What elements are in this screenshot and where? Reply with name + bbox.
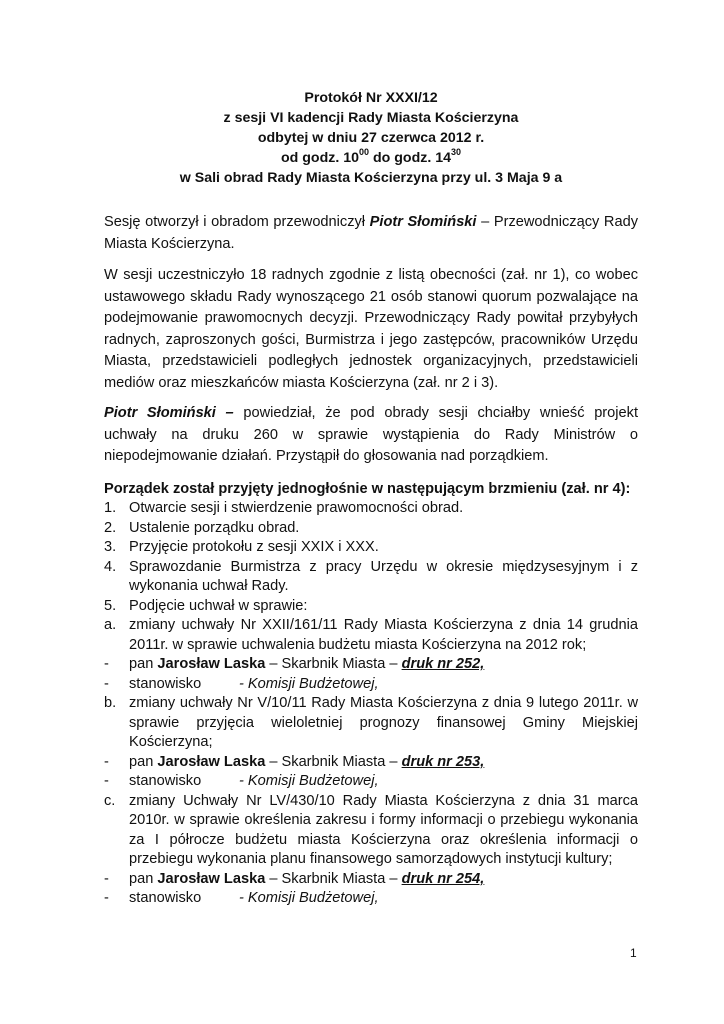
opinion-line bbox=[104, 675, 638, 695]
presenter-line bbox=[104, 655, 638, 675]
list-item-text: Otwarcie sesji i stwierdzenie prawomocności obrad. bbox=[129, 500, 464, 517]
list-item bbox=[104, 597, 638, 617]
protocol-header bbox=[104, 88, 638, 188]
header-time-start: od godz. 10 bbox=[280, 150, 359, 166]
druk-link: druk nr 253, bbox=[401, 753, 485, 770]
opinion-line bbox=[104, 889, 638, 909]
list-item-text: Podjęcie uchwał w sprawie: bbox=[129, 597, 308, 614]
opening-text: Sesję otworzył i obradom przewodniczył bbox=[104, 214, 370, 230]
list-item-text: zmiany uchwały Nr V/10/11 Rady Miasta Kościerzyna z dnia 9 lutego 2011r. w sprawie przyjęcia wieloletniej prognozy finansowej Gminy Miejskiej Kościerzyna; bbox=[129, 695, 638, 751]
list-item-text: zmiany uchwały Nr XXII/161/11 Rady Miasta Kościerzyna z dnia 14 grudnia 2011r. w sprawie uchwalenia budżetu miasta Kościerzyna na 2012 rok; bbox=[129, 617, 638, 653]
agenda-change-text: powiedział, że pod obrady sesji chciałby wnieść projekt uchwały na druku 260 w sprawie wystąpienia do Rady Ministrów o niepodejmowanie działań. Przystąpił do głosowania nad porządkiem. bbox=[104, 405, 638, 464]
list-marker: c. bbox=[104, 792, 116, 809]
document-page bbox=[104, 88, 638, 909]
header-time-end: do godz. 14 bbox=[369, 150, 451, 166]
presenter-role: – Skarbnik Miasta – bbox=[265, 753, 402, 770]
list-item-text: Ustalenie porządku obrad. bbox=[129, 519, 300, 536]
opening-text-end: – Przewodniczący Rady Miasta Kościerzyna. bbox=[104, 214, 638, 252]
presenter-name: Jarosław Laska bbox=[157, 656, 266, 673]
committee-name: - Komisji Budżetowej, bbox=[239, 675, 379, 692]
presenter-prefix: pan bbox=[129, 870, 158, 887]
druk-link: druk nr 254, bbox=[401, 870, 485, 887]
header-line-5: w Sali obrad Rady Miasta Kościerzyna przy ul. 3 Maja 9 a bbox=[179, 170, 563, 186]
list-item bbox=[104, 616, 638, 655]
header-time-end-minutes: 30 bbox=[451, 147, 462, 158]
presenter-role: – Skarbnik Miasta – bbox=[265, 656, 402, 673]
list-marker: - bbox=[104, 656, 109, 673]
header-time-start-minutes: 00 bbox=[359, 147, 370, 158]
list-marker: b. bbox=[104, 695, 117, 712]
opinion-label: stanowisko bbox=[129, 890, 202, 907]
list-item bbox=[104, 538, 638, 558]
list-marker: - bbox=[104, 753, 109, 770]
list-marker: 4. bbox=[104, 558, 117, 575]
list-item bbox=[104, 519, 638, 539]
presenter-name: Jarosław Laska bbox=[157, 870, 266, 887]
page-number: 1 bbox=[630, 946, 637, 960]
header-line-2: z sesji VI kadencji Rady Miasta Kościerzyna bbox=[223, 110, 519, 126]
opinion-label: stanowisko bbox=[129, 773, 202, 790]
list-item-text: zmiany Uchwały Nr LV/430/10 Rady Miasta Kościerzyna z dnia 31 marca 2010r. w sprawie określenia zakresu i formy informacji o przebiegu wykonania za I półrocze budżetu miasta Kościerzyna oraz określenia informacji o przebiegu wykonania planu finansowego samorządowych instytucji kultury; bbox=[129, 792, 638, 868]
speaker-name: Piotr Słomiński – bbox=[104, 405, 234, 421]
chairman-name: Piotr Słomiński bbox=[369, 214, 477, 230]
paragraph-attendance: W sesji uczestniczyło 18 radnych zgodnie z listą obecności (zał. nr 1), co wobec ustawowego składu Rady wynoszącego 21 osób stanowi quorum pozwalające na podejmowanie prawomocnych decyzji. Przewodniczący Rady powitał przybyłych radnych, zaproszonych gości, Burmistrza i jego zastępców, pracowników Urzędu Miasta, przedstawicieli podległych jednostek organizacyjnych, przedstawicieli mediów oraz mieszkańców miasta Kościerzyna (zał. nr 2 i 3). bbox=[104, 267, 638, 391]
paragraph-agenda-change bbox=[104, 403, 638, 468]
opinion-label: stanowisko bbox=[129, 675, 202, 692]
list-marker: 1. bbox=[104, 500, 117, 517]
presenter-name: Jarosław Laska bbox=[157, 753, 266, 770]
opinion-line bbox=[104, 772, 638, 792]
presenter-role: – Skarbnik Miasta – bbox=[265, 870, 402, 887]
list-marker: 3. bbox=[104, 539, 117, 556]
list-marker: - bbox=[104, 890, 109, 907]
list-item bbox=[104, 694, 638, 753]
agenda-list bbox=[104, 499, 638, 909]
list-marker: - bbox=[104, 870, 109, 887]
presenter-line bbox=[104, 870, 638, 890]
list-item-text: Sprawozdanie Burmistrza z pracy Urzędu w okresie międzysesyjnym i z wykonania uchwał Rady. bbox=[129, 558, 638, 595]
list-item-text: Przyjęcie protokołu z sesji XXIX i XXX. bbox=[129, 539, 379, 556]
list-marker: - bbox=[104, 675, 109, 692]
list-marker: a. bbox=[104, 617, 117, 634]
list-item bbox=[104, 558, 638, 597]
druk-link: druk nr 252, bbox=[401, 656, 485, 673]
committee-name: - Komisji Budżetowej, bbox=[239, 890, 379, 907]
committee-name: - Komisji Budżetowej, bbox=[239, 773, 379, 790]
paragraph-opening bbox=[104, 212, 638, 255]
list-item bbox=[104, 499, 638, 519]
list-marker: 5. bbox=[104, 597, 117, 614]
presenter-prefix: pan bbox=[129, 656, 158, 673]
list-marker: - bbox=[104, 773, 109, 790]
agenda-heading: Porządek został przyjęty jednogłośnie w następującym brzmieniu (zał. nr 4): bbox=[104, 480, 631, 497]
presenter-prefix: pan bbox=[129, 753, 158, 770]
header-line-1: Protokół Nr XXXI/12 bbox=[304, 90, 438, 106]
list-item bbox=[104, 792, 638, 870]
header-line-3: odbytej w dniu 27 czerwca 2012 r. bbox=[257, 130, 485, 146]
list-marker: 2. bbox=[104, 519, 117, 536]
presenter-line bbox=[104, 753, 638, 773]
header-line-4 bbox=[104, 148, 638, 168]
